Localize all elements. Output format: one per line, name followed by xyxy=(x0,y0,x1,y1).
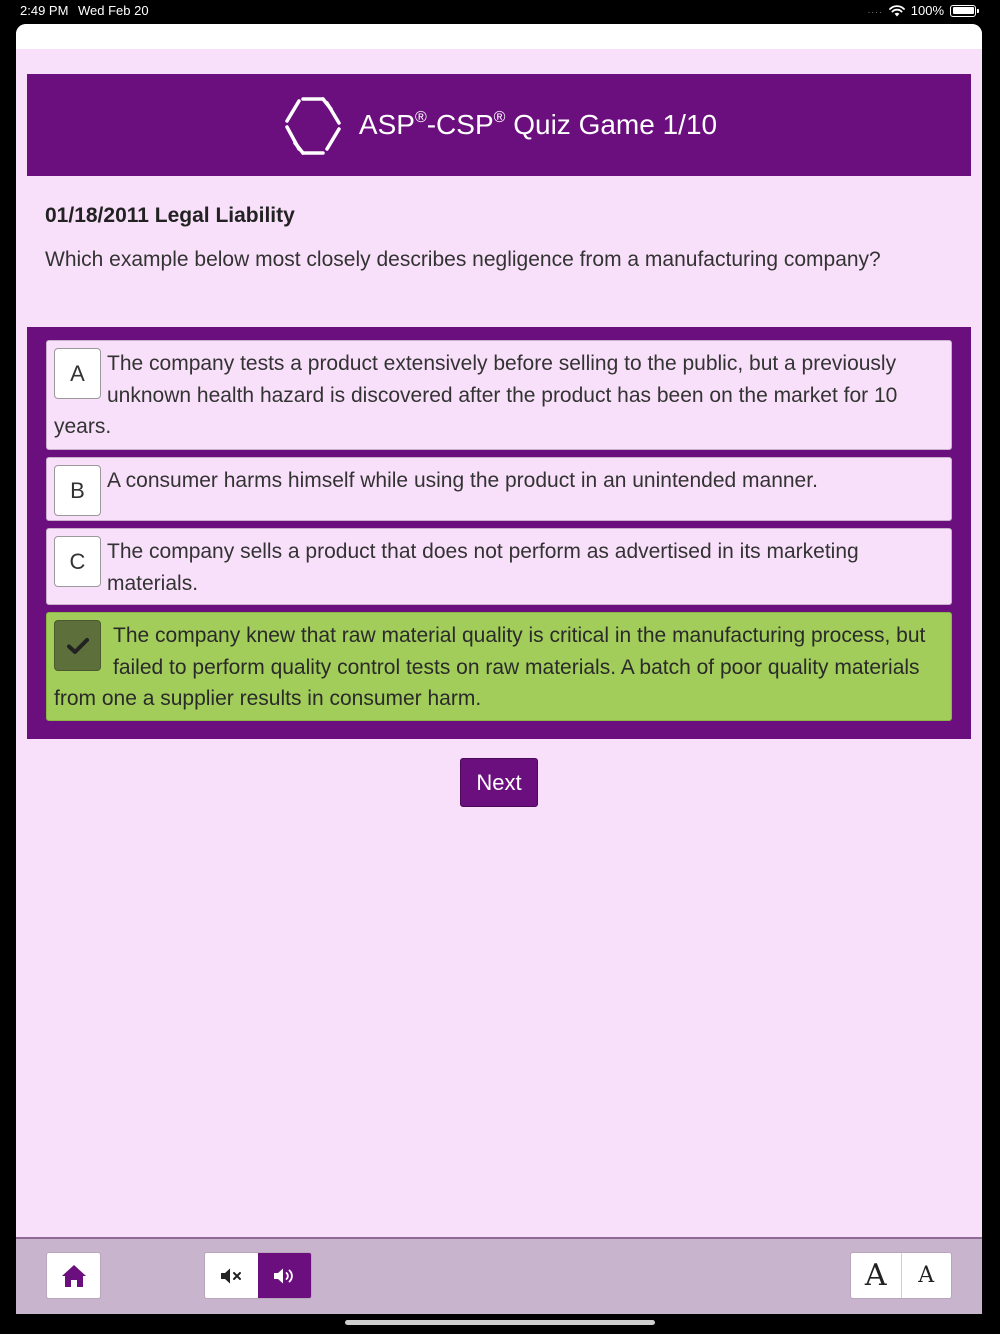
status-right xyxy=(868,3,976,18)
signal-dots: .... xyxy=(867,5,883,16)
speaker-mute-icon xyxy=(220,1267,244,1285)
answer-option-b[interactable] xyxy=(46,457,952,521)
home-icon xyxy=(61,1264,87,1288)
next-button[interactable]: Next xyxy=(460,758,538,807)
registered-mark: ® xyxy=(493,109,506,126)
sheet-top-bar xyxy=(16,24,982,49)
mute-button[interactable] xyxy=(205,1253,258,1298)
answer-option-d-correct[interactable] xyxy=(46,612,952,721)
answer-text: A consumer harms himself while using the product in an unintended manner. xyxy=(107,469,818,492)
battery-percent: 100% xyxy=(910,3,944,18)
answer-text: The company knew that raw material quality is critical in the manufacturing process, but failed to perform quality control tests on raw materials. A batch of poor quality materials from one a supplier results in consumer harm. xyxy=(54,624,926,710)
font-increase-button[interactable]: A xyxy=(864,1258,887,1293)
status-time: 2:49 PM xyxy=(20,3,69,18)
answer-letter-box: B xyxy=(54,465,101,516)
battery-icon xyxy=(950,5,976,17)
answer-text: The company sells a product that does not perform as advertised in its marketing materials. xyxy=(107,540,859,595)
title-part-progress: Quiz Game 1/10 xyxy=(505,109,718,140)
status-date: Wed Feb 20 xyxy=(78,3,149,18)
answer-text: The company tests a product extensively before selling to the public, but a previously unknown health hazard is discovered after the product has been on the market for 10 years. xyxy=(54,352,898,438)
quiz-header-banner xyxy=(27,74,971,176)
quiz-title xyxy=(359,109,717,141)
wifi-icon xyxy=(889,5,905,17)
home-indicator[interactable] xyxy=(345,1320,655,1325)
font-decrease-button[interactable]: A xyxy=(901,1253,952,1298)
checkmark-icon xyxy=(67,637,89,655)
title-part-csp: -CSP xyxy=(426,109,494,140)
answer-option-a[interactable] xyxy=(46,340,952,450)
answer-option-c[interactable] xyxy=(46,528,952,605)
speaker-on-icon xyxy=(273,1267,297,1285)
hexagon-logo-icon xyxy=(281,93,345,157)
question-text: Which example below most closely describes negligence from a manufacturing company? xyxy=(45,248,881,271)
sound-on-button[interactable] xyxy=(258,1253,311,1298)
answer-letter-box: A xyxy=(54,348,101,399)
title-part-asp: ASP xyxy=(358,109,415,140)
home-button[interactable] xyxy=(46,1252,101,1299)
answer-list xyxy=(27,327,971,739)
sound-toggle xyxy=(204,1252,312,1299)
app-sheet xyxy=(16,24,982,1314)
registered-mark: ® xyxy=(414,109,427,126)
answer-letter-box: C xyxy=(54,536,101,587)
question-heading: 01/18/2011 Legal Liability xyxy=(45,204,295,227)
bottom-toolbar xyxy=(16,1237,982,1314)
font-size-controls xyxy=(850,1252,952,1299)
status-bar xyxy=(0,0,1000,24)
answer-check-box xyxy=(54,620,101,671)
